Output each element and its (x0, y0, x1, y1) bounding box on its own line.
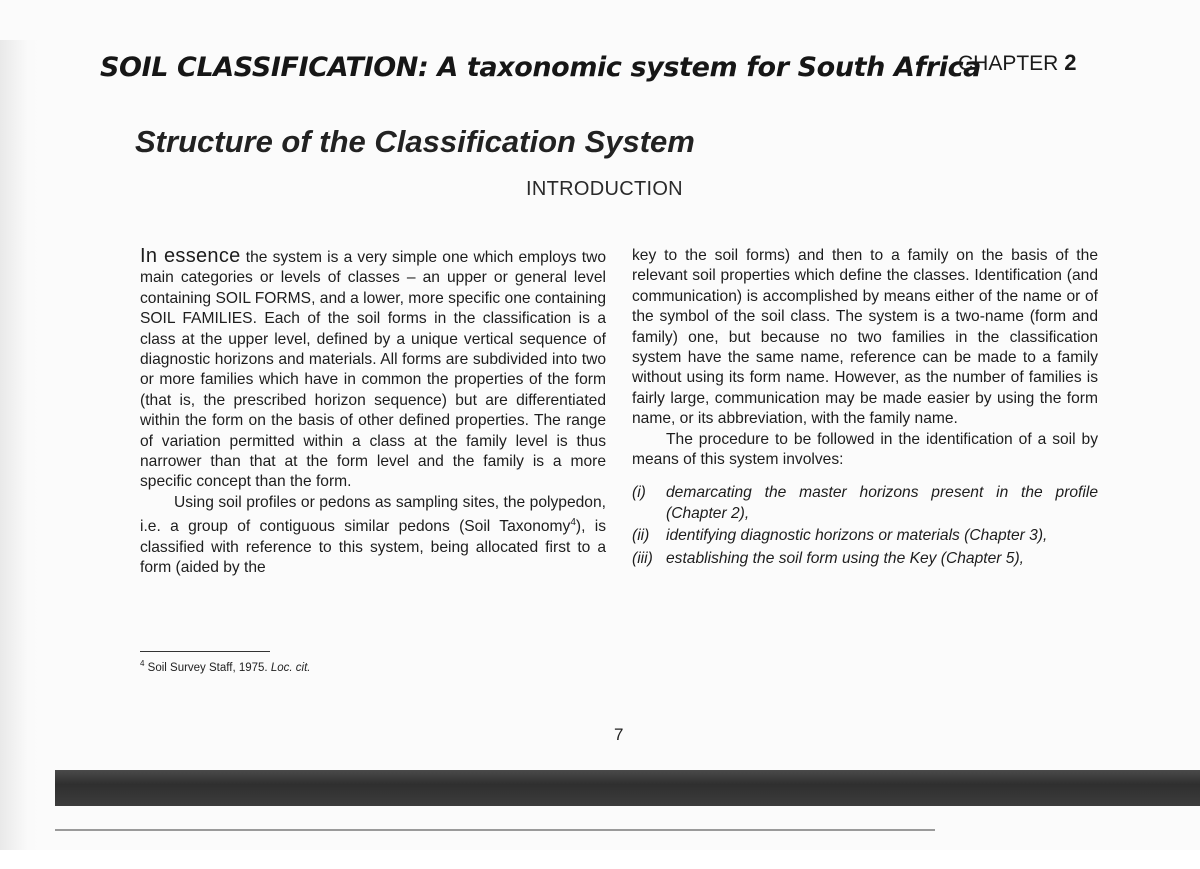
left-column (140, 246, 606, 579)
step-text: establishing the soil form using the Key (Chapter 5), (666, 549, 1024, 567)
step-text: identifying diagnostic horizons or materials (Chapter 3), (666, 527, 1048, 545)
chapter-number: 2 (1064, 50, 1077, 75)
bottom-margin (0, 850, 1200, 869)
step-number: (ii) (632, 527, 650, 545)
running-title: SOIL CLASSIFICATION: A taxonomic system for South Africa (100, 52, 982, 83)
section-heading: INTRODUCTION (526, 178, 683, 200)
paragraph-intro (140, 246, 606, 493)
list-item (632, 549, 1098, 569)
page-number: 7 (614, 725, 624, 744)
step-text: demarcating the master horizons present in the profile (Chapter 2), (666, 484, 1098, 522)
footnote-text: Soil Survey Staff, 1975. (144, 661, 271, 674)
right-column (632, 246, 1098, 571)
paragraph-polypedon (140, 493, 606, 579)
binding-shadow (0, 40, 40, 850)
footnote-ref: 4 (570, 517, 576, 529)
chapter-label (958, 50, 1076, 76)
footnote (140, 659, 310, 674)
footnote-marker: 4 (140, 659, 145, 668)
footnote-citation: Loc. cit. (270, 661, 311, 674)
chapter-title: Structure of the Classification System (135, 124, 695, 159)
paragraph-polypedon-end: ), is classified with reference to this system, being allocated first to a form (aided by the (140, 518, 606, 577)
step-number: (i) (632, 484, 646, 502)
list-item (632, 483, 1098, 524)
paragraph-procedure: The procedure to be followed in the identification of a soil by means of this system involves: (632, 430, 1098, 469)
list-item (632, 526, 1098, 546)
scan-edge-band (55, 770, 1200, 806)
scan-edge-line (55, 829, 935, 831)
paragraph-intro-body: the system is a very simple one which employs two main categories or levels of classes – an upper or general level containing SOIL FORMS, and a lower, more specific one containing SOIL FAMILIES. Each of the soil forms in the classification is a class at the upper level, defined by a unique vertical sequence of diagnostic horizons and materials. All forms are subdivided into two or more families which have in common the properties of the form (that is, the prescribed horizon sequence) but are differentiated within the form on the basis of other defined properties. The range of variation permitted within a class at the family level is thus narrower than that at the form level and the family is a more specific concept than the form. (140, 249, 607, 491)
lead-words: In essence (140, 245, 241, 267)
chapter-word: CHAPTER (958, 52, 1059, 75)
procedure-steps (632, 483, 1098, 569)
paragraph-polypedon-start: Using soil profiles or pedons as sampling sites, the polypedon, i.e. a group of contiguous similar pedons (Soil Taxonomy (140, 493, 606, 536)
paragraph-polypedon-continued: key to the soil forms) and then to a family on the basis of the relevant soil properties which define the classes. Identification (and communication) is accomplished by means either of the name or of the symbol of the soil class. The system is a two-name (form and family) one, but because no two families in the classification system have the same name, reference can be made to a family without using its form name. However, as the number of families is fairly large, communication may be made easier by using the form name, or its abbreviation, with the family name. (632, 247, 1098, 428)
step-number: (iii) (632, 549, 653, 567)
footnote-rule (140, 651, 270, 652)
